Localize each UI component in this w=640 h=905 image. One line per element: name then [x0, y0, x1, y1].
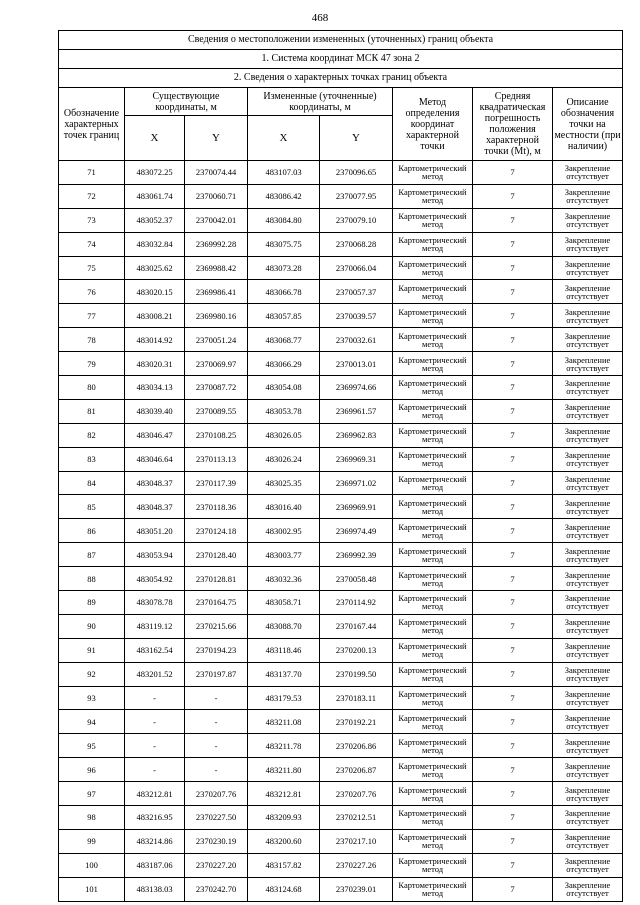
method-cell: Картометрический метод: [393, 638, 473, 662]
method-cell: Картометрический метод: [393, 471, 473, 495]
description-cell: Закрепление отсутствует: [553, 853, 623, 877]
table-row: [59, 423, 623, 447]
changed-x-cell: 483107.03: [248, 161, 320, 185]
description-cell: Закрепление отсутствует: [553, 304, 623, 328]
existing-y-cell: 2370118.36: [185, 495, 248, 519]
accuracy-cell: 7: [473, 328, 553, 352]
changed-x-cell: 483016.40: [248, 495, 320, 519]
accuracy-cell: 7: [473, 806, 553, 830]
point-number-cell: 80: [59, 376, 125, 400]
method-cell: Картометрический метод: [393, 567, 473, 591]
points-section-title: 2. Сведения о характерных точках границ объекта: [59, 69, 623, 88]
existing-x-cell: -: [125, 734, 185, 758]
method-cell: Картометрический метод: [393, 304, 473, 328]
method-cell: Картометрический метод: [393, 758, 473, 782]
accuracy-cell: 7: [473, 638, 553, 662]
table-row: [59, 591, 623, 615]
existing-y-cell: 2370051.24: [185, 328, 248, 352]
point-number-cell: 78: [59, 328, 125, 352]
accuracy-cell: 7: [473, 543, 553, 567]
description-cell: Закрепление отсутствует: [553, 686, 623, 710]
changed-x-cell: 483032.36: [248, 567, 320, 591]
page-number: 468: [311, 12, 329, 24]
description-cell: Закрепление отсутствует: [553, 232, 623, 256]
changed-x-cell: 483066.78: [248, 280, 320, 304]
header-description: Описание обозначения точки на местности (при наличии): [553, 88, 623, 161]
table-row: [59, 734, 623, 758]
accuracy-cell: 7: [473, 829, 553, 853]
point-number-cell: 84: [59, 471, 125, 495]
table-row: [59, 686, 623, 710]
method-cell: Картометрический метод: [393, 447, 473, 471]
description-cell: Закрепление отсутствует: [553, 376, 623, 400]
header-changed-x: X: [248, 116, 320, 161]
method-cell: Картометрический метод: [393, 806, 473, 830]
existing-y-cell: 2370117.39: [185, 471, 248, 495]
changed-y-cell: 2369992.39: [320, 543, 393, 567]
method-cell: Картометрический метод: [393, 782, 473, 806]
changed-y-cell: 2370058.48: [320, 567, 393, 591]
existing-x-cell: 483078.78: [125, 591, 185, 615]
accuracy-cell: 7: [473, 782, 553, 806]
existing-y-cell: 2370124.18: [185, 519, 248, 543]
existing-x-cell: -: [125, 686, 185, 710]
accuracy-cell: 7: [473, 853, 553, 877]
changed-x-cell: 483200.60: [248, 829, 320, 853]
existing-x-cell: 483187.06: [125, 853, 185, 877]
changed-x-cell: 483068.77: [248, 328, 320, 352]
point-number-cell: 81: [59, 399, 125, 423]
existing-x-cell: 483072.25: [125, 161, 185, 185]
method-cell: Картометрический метод: [393, 519, 473, 543]
accuracy-cell: 7: [473, 184, 553, 208]
accuracy-cell: 7: [473, 567, 553, 591]
table-row: [59, 567, 623, 591]
changed-y-cell: 2369971.02: [320, 471, 393, 495]
method-cell: Картометрический метод: [393, 734, 473, 758]
existing-y-cell: -: [185, 710, 248, 734]
table-row: [59, 447, 623, 471]
point-number-cell: 91: [59, 638, 125, 662]
changed-y-cell: 2370192.21: [320, 710, 393, 734]
description-cell: Закрепление отсутствует: [553, 208, 623, 232]
changed-y-cell: 2370207.76: [320, 782, 393, 806]
description-cell: Закрепление отсутствует: [553, 256, 623, 280]
point-number-cell: 94: [59, 710, 125, 734]
existing-y-cell: 2370227.20: [185, 853, 248, 877]
changed-y-cell: 2370114.92: [320, 591, 393, 615]
existing-x-cell: -: [125, 758, 185, 782]
header-changed-coords: Измененные (уточненные) координаты, м: [248, 88, 393, 116]
description-cell: Закрепление отсутствует: [553, 280, 623, 304]
header-existing-coords: Существующие координаты, м: [125, 88, 248, 116]
description-cell: Закрепление отсутствует: [553, 423, 623, 447]
point-number-cell: 87: [59, 543, 125, 567]
existing-y-cell: 2370128.40: [185, 543, 248, 567]
existing-x-cell: 483032.84: [125, 232, 185, 256]
description-cell: Закрепление отсутствует: [553, 734, 623, 758]
point-number-cell: 74: [59, 232, 125, 256]
method-cell: Картометрический метод: [393, 328, 473, 352]
description-cell: Закрепление отсутствует: [553, 806, 623, 830]
table-row: [59, 399, 623, 423]
accuracy-cell: 7: [473, 734, 553, 758]
changed-x-cell: 483211.78: [248, 734, 320, 758]
changed-x-cell: 483054.08: [248, 376, 320, 400]
accuracy-cell: 7: [473, 352, 553, 376]
table-row: [59, 758, 623, 782]
existing-y-cell: 2370060.71: [185, 184, 248, 208]
method-cell: Картометрический метод: [393, 280, 473, 304]
existing-y-cell: 2370074.44: [185, 161, 248, 185]
changed-x-cell: 483137.70: [248, 662, 320, 686]
method-cell: Картометрический метод: [393, 208, 473, 232]
existing-y-cell: 2370230.19: [185, 829, 248, 853]
changed-y-cell: 2369974.66: [320, 376, 393, 400]
description-cell: Закрепление отсутствует: [553, 519, 623, 543]
changed-x-cell: 483179.53: [248, 686, 320, 710]
existing-y-cell: 2370089.55: [185, 399, 248, 423]
table-row: [59, 806, 623, 830]
changed-x-cell: 483211.80: [248, 758, 320, 782]
description-cell: Закрепление отсутствует: [553, 471, 623, 495]
changed-x-cell: 483088.70: [248, 614, 320, 638]
existing-x-cell: 483212.81: [125, 782, 185, 806]
table-row: [59, 543, 623, 567]
accuracy-cell: 7: [473, 376, 553, 400]
table-row: [59, 304, 623, 328]
method-cell: Картометрический метод: [393, 853, 473, 877]
accuracy-cell: 7: [473, 399, 553, 423]
accuracy-cell: 7: [473, 758, 553, 782]
header-existing-y: Y: [185, 116, 248, 161]
description-cell: Закрепление отсутствует: [553, 710, 623, 734]
changed-x-cell: 483003.77: [248, 543, 320, 567]
changed-y-cell: 2370013.01: [320, 352, 393, 376]
method-cell: Картометрический метод: [393, 399, 473, 423]
point-number-cell: 90: [59, 614, 125, 638]
changed-y-cell: 2370079.10: [320, 208, 393, 232]
existing-x-cell: 483053.94: [125, 543, 185, 567]
description-cell: Закрепление отсутствует: [553, 184, 623, 208]
table-row: [59, 853, 623, 877]
point-number-cell: 73: [59, 208, 125, 232]
changed-y-cell: 2369961.57: [320, 399, 393, 423]
existing-y-cell: -: [185, 758, 248, 782]
existing-y-cell: -: [185, 686, 248, 710]
description-cell: Закрепление отсутствует: [553, 782, 623, 806]
point-number-cell: 93: [59, 686, 125, 710]
changed-x-cell: 483053.78: [248, 399, 320, 423]
existing-y-cell: 2370087.72: [185, 376, 248, 400]
point-number-cell: 101: [59, 877, 125, 901]
changed-x-cell: 483075.75: [248, 232, 320, 256]
description-cell: Закрепление отсутствует: [553, 447, 623, 471]
header-accuracy: Средняя квадратическая погрешность положения характерной точки (Mt), м: [473, 88, 553, 161]
existing-x-cell: 483052.37: [125, 208, 185, 232]
table-row: [59, 638, 623, 662]
table-row: [59, 614, 623, 638]
changed-x-cell: 483057.85: [248, 304, 320, 328]
point-number-cell: 95: [59, 734, 125, 758]
point-number-cell: 76: [59, 280, 125, 304]
table-row: [59, 710, 623, 734]
accuracy-cell: 7: [473, 877, 553, 901]
changed-y-cell: 2370239.01: [320, 877, 393, 901]
existing-y-cell: -: [185, 734, 248, 758]
point-number-cell: 98: [59, 806, 125, 830]
method-cell: Картометрический метод: [393, 232, 473, 256]
changed-y-cell: 2370206.86: [320, 734, 393, 758]
existing-y-cell: 2370108.25: [185, 423, 248, 447]
table-row: [59, 782, 623, 806]
changed-x-cell: 483025.35: [248, 471, 320, 495]
point-number-cell: 99: [59, 829, 125, 853]
changed-y-cell: 2370183.11: [320, 686, 393, 710]
changed-x-cell: 483026.24: [248, 447, 320, 471]
method-cell: Картометрический метод: [393, 686, 473, 710]
accuracy-cell: 7: [473, 304, 553, 328]
header-method: Метод определения координат характерной точки: [393, 88, 473, 161]
existing-x-cell: 483061.74: [125, 184, 185, 208]
accuracy-cell: 7: [473, 256, 553, 280]
accuracy-cell: 7: [473, 591, 553, 615]
changed-x-cell: 483211.08: [248, 710, 320, 734]
changed-x-cell: 483086.42: [248, 184, 320, 208]
accuracy-cell: 7: [473, 495, 553, 519]
method-cell: Картометрический метод: [393, 184, 473, 208]
existing-x-cell: 483138.03: [125, 877, 185, 901]
accuracy-cell: 7: [473, 662, 553, 686]
existing-y-cell: 2370227.50: [185, 806, 248, 830]
changed-y-cell: 2370032.61: [320, 328, 393, 352]
changed-y-cell: 2370096.65: [320, 161, 393, 185]
changed-y-cell: 2370077.95: [320, 184, 393, 208]
point-number-cell: 77: [59, 304, 125, 328]
changed-y-cell: 2370068.28: [320, 232, 393, 256]
description-cell: Закрепление отсутствует: [553, 614, 623, 638]
existing-x-cell: 483214.86: [125, 829, 185, 853]
description-cell: Закрепление отсутствует: [553, 591, 623, 615]
existing-y-cell: 2370215.66: [185, 614, 248, 638]
accuracy-cell: 7: [473, 519, 553, 543]
table-row: [59, 184, 623, 208]
changed-y-cell: 2370057.37: [320, 280, 393, 304]
header-changed-y: Y: [320, 116, 393, 161]
changed-y-cell: 2369969.31: [320, 447, 393, 471]
point-number-cell: 86: [59, 519, 125, 543]
table-row: [59, 256, 623, 280]
existing-x-cell: 483034.13: [125, 376, 185, 400]
existing-y-cell: 2370207.76: [185, 782, 248, 806]
point-number-cell: 85: [59, 495, 125, 519]
changed-x-cell: 483209.93: [248, 806, 320, 830]
existing-x-cell: 483119.12: [125, 614, 185, 638]
changed-y-cell: 2370039.57: [320, 304, 393, 328]
existing-y-cell: 2370197.87: [185, 662, 248, 686]
point-number-cell: 100: [59, 853, 125, 877]
existing-y-cell: 2369986.41: [185, 280, 248, 304]
existing-x-cell: 483054.92: [125, 567, 185, 591]
existing-x-cell: -: [125, 710, 185, 734]
changed-y-cell: 2370167.44: [320, 614, 393, 638]
existing-x-cell: 483051.20: [125, 519, 185, 543]
changed-y-cell: 2370227.26: [320, 853, 393, 877]
existing-y-cell: 2369980.16: [185, 304, 248, 328]
description-cell: Закрепление отсутствует: [553, 758, 623, 782]
method-cell: Картометрический метод: [393, 161, 473, 185]
existing-x-cell: 483025.62: [125, 256, 185, 280]
accuracy-cell: 7: [473, 161, 553, 185]
existing-x-cell: 483046.47: [125, 423, 185, 447]
changed-x-cell: 483026.05: [248, 423, 320, 447]
method-cell: Картометрический метод: [393, 423, 473, 447]
method-cell: Картометрический метод: [393, 662, 473, 686]
description-cell: Закрепление отсутствует: [553, 829, 623, 853]
existing-x-cell: 483048.37: [125, 471, 185, 495]
point-number-cell: 89: [59, 591, 125, 615]
point-number-cell: 79: [59, 352, 125, 376]
table-row: [59, 376, 623, 400]
point-number-cell: 71: [59, 161, 125, 185]
point-number-cell: 83: [59, 447, 125, 471]
description-cell: Закрепление отсутствует: [553, 352, 623, 376]
method-cell: Картометрический метод: [393, 543, 473, 567]
method-cell: Картометрический метод: [393, 829, 473, 853]
existing-x-cell: 483008.21: [125, 304, 185, 328]
existing-y-cell: 2369988.42: [185, 256, 248, 280]
existing-y-cell: 2370113.13: [185, 447, 248, 471]
accuracy-cell: 7: [473, 614, 553, 638]
accuracy-cell: 7: [473, 232, 553, 256]
point-number-cell: 72: [59, 184, 125, 208]
existing-x-cell: 483216.95: [125, 806, 185, 830]
accuracy-cell: 7: [473, 423, 553, 447]
method-cell: Картометрический метод: [393, 495, 473, 519]
description-cell: Закрепление отсутствует: [553, 543, 623, 567]
existing-y-cell: 2370042.01: [185, 208, 248, 232]
existing-x-cell: 483162.54: [125, 638, 185, 662]
coordinate-system-title: 1. Система координат МСК 47 зона 2: [59, 50, 623, 69]
existing-y-cell: 2369992.28: [185, 232, 248, 256]
description-cell: Закрепление отсутствует: [553, 638, 623, 662]
method-cell: Картометрический метод: [393, 352, 473, 376]
method-cell: Картометрический метод: [393, 710, 473, 734]
table-row: [59, 352, 623, 376]
description-cell: Закрепление отсутствует: [553, 328, 623, 352]
table-row: [59, 161, 623, 185]
changed-x-cell: 483157.82: [248, 853, 320, 877]
table-row: [59, 280, 623, 304]
accuracy-cell: 7: [473, 280, 553, 304]
point-number-cell: 92: [59, 662, 125, 686]
changed-x-cell: 483124.68: [248, 877, 320, 901]
changed-y-cell: 2369974.49: [320, 519, 393, 543]
description-cell: Закрепление отсутствует: [553, 399, 623, 423]
existing-x-cell: 483046.64: [125, 447, 185, 471]
existing-y-cell: 2370128.81: [185, 567, 248, 591]
header-existing-x: X: [125, 116, 185, 161]
changed-y-cell: 2370199.50: [320, 662, 393, 686]
accuracy-cell: 7: [473, 208, 553, 232]
existing-x-cell: 483048.37: [125, 495, 185, 519]
description-cell: Закрепление отсутствует: [553, 877, 623, 901]
changed-y-cell: 2370217.10: [320, 829, 393, 853]
table-row: [59, 829, 623, 853]
point-number-cell: 75: [59, 256, 125, 280]
method-cell: Картометрический метод: [393, 614, 473, 638]
changed-x-cell: 483073.28: [248, 256, 320, 280]
accuracy-cell: 7: [473, 447, 553, 471]
method-cell: Картометрический метод: [393, 376, 473, 400]
existing-x-cell: 483020.31: [125, 352, 185, 376]
table-row: [59, 519, 623, 543]
table-body: [59, 161, 623, 902]
table-row: [59, 208, 623, 232]
changed-y-cell: 2369969.91: [320, 495, 393, 519]
changed-x-cell: 483212.81: [248, 782, 320, 806]
point-number-cell: 88: [59, 567, 125, 591]
table-row: [59, 232, 623, 256]
table-row: [59, 662, 623, 686]
point-number-cell: 97: [59, 782, 125, 806]
existing-y-cell: 2370194.23: [185, 638, 248, 662]
method-cell: Картометрический метод: [393, 591, 473, 615]
table-row: [59, 471, 623, 495]
changed-x-cell: 483118.46: [248, 638, 320, 662]
changed-y-cell: 2370212.51: [320, 806, 393, 830]
table-row: [59, 495, 623, 519]
header-point-designation: Обозначение характерных точек границ: [59, 88, 125, 161]
existing-y-cell: 2370069.97: [185, 352, 248, 376]
coordinates-table: [58, 30, 623, 902]
changed-y-cell: 2369962.83: [320, 423, 393, 447]
description-cell: Закрепление отсутствует: [553, 161, 623, 185]
existing-y-cell: 2370164.75: [185, 591, 248, 615]
accuracy-cell: 7: [473, 710, 553, 734]
description-cell: Закрепление отсутствует: [553, 662, 623, 686]
existing-x-cell: 483014.92: [125, 328, 185, 352]
changed-x-cell: 483084.80: [248, 208, 320, 232]
table-row: [59, 328, 623, 352]
changed-y-cell: 2370206.87: [320, 758, 393, 782]
existing-y-cell: 2370242.70: [185, 877, 248, 901]
description-cell: Закрепление отсутствует: [553, 567, 623, 591]
changed-x-cell: 483058.71: [248, 591, 320, 615]
existing-x-cell: 483020.15: [125, 280, 185, 304]
method-cell: Картометрический метод: [393, 256, 473, 280]
method-cell: Картометрический метод: [393, 877, 473, 901]
table-row: [59, 877, 623, 901]
changed-x-cell: 483002.95: [248, 519, 320, 543]
point-number-cell: 82: [59, 423, 125, 447]
existing-x-cell: 483201.52: [125, 662, 185, 686]
point-number-cell: 96: [59, 758, 125, 782]
accuracy-cell: 7: [473, 471, 553, 495]
description-cell: Закрепление отсутствует: [553, 495, 623, 519]
existing-x-cell: 483039.40: [125, 399, 185, 423]
section-title: Сведения о местоположении измененных (уточненных) границ объекта: [59, 31, 623, 50]
accuracy-cell: 7: [473, 686, 553, 710]
changed-x-cell: 483066.29: [248, 352, 320, 376]
changed-y-cell: 2370066.04: [320, 256, 393, 280]
changed-y-cell: 2370200.13: [320, 638, 393, 662]
